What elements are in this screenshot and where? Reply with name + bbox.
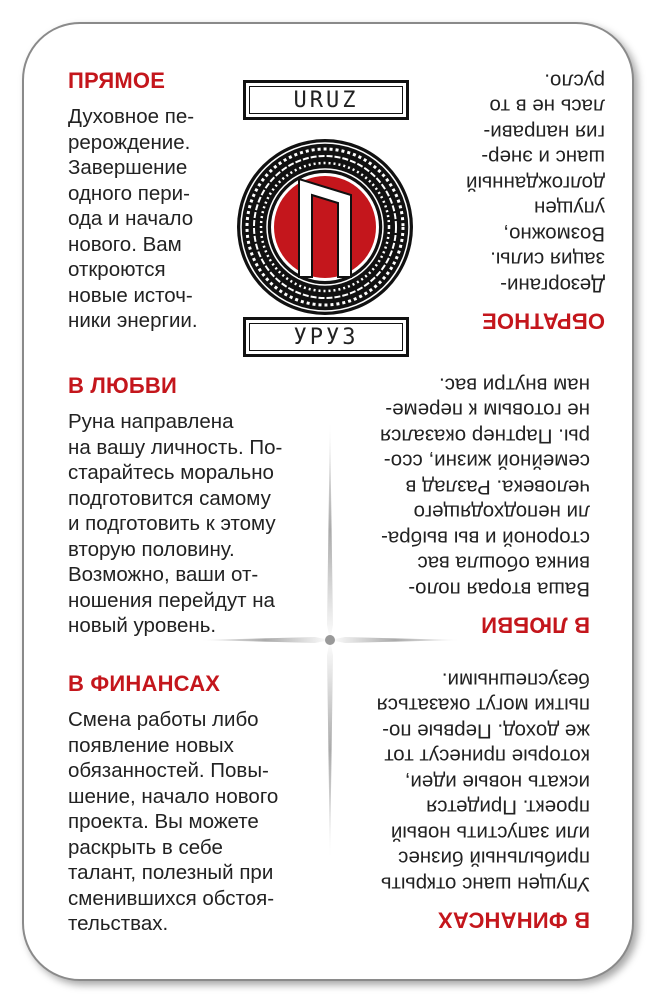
reversed-heading: ОБРАТНОЕ [481,308,605,334]
love-reversed-heading: В ЛЮБВИ [480,612,590,638]
uruz-rune-icon [235,137,415,317]
finance-reversed-heading: В ФИНАНСАХ [437,907,590,933]
reversed-section [435,68,605,334]
love-reversed-text: Ваша вторая поло- винка обошла вас стороной и вы выбра- ли неподходящего человека. Разлад в семейной жизни, ссо- ры. Партнер оказался не готовым к переме- нам внутри вас. [380,373,590,601]
finance-upright-text: Смена работы либо появление новых обязанностей. Повы- шение, начало нового проекта. Вы можете раскрыть в себе талант, полезный при сменившихся обстоя- тельствах. [68,708,279,935]
love-upright-heading: В ЛЮБВИ [68,373,178,398]
rune-name-cyrillic: УРУЗ [243,317,409,357]
finance-reversed-text: Упущен шанс открыть прибыльный бизнес или запустить новый проект. Придется искать новые идеи, которые принесут тот же доход. Первые по- пытки могут оказаться безуспешными. [376,668,590,896]
finance-upright-heading: В ФИНАНСАХ [68,671,221,696]
finance-reversed-section [338,667,590,933]
upright-text: Духовное пе- рерождение. Завершение одного пери- ода и начало нового. Вам откроются новые источ- ники энергии. [68,105,198,332]
upright-section [68,68,238,334]
finance-upright-section [68,671,328,937]
love-upright-text: Руна направлена на вашу личность. По- старайтесь морально подготовится самому и подготовить к этому вторую половину. Возможно, ваши от- ношения перейдут на новый уровень. [68,410,283,637]
upright-heading: ПРЯМОЕ [68,68,166,93]
reversed-text: Дезоргани- зация силы. Возможно, упущен долгожданный шанс и энер- гия направи- лась не в то русло. [466,69,605,297]
rune-name-latin: URUZ [243,80,409,120]
